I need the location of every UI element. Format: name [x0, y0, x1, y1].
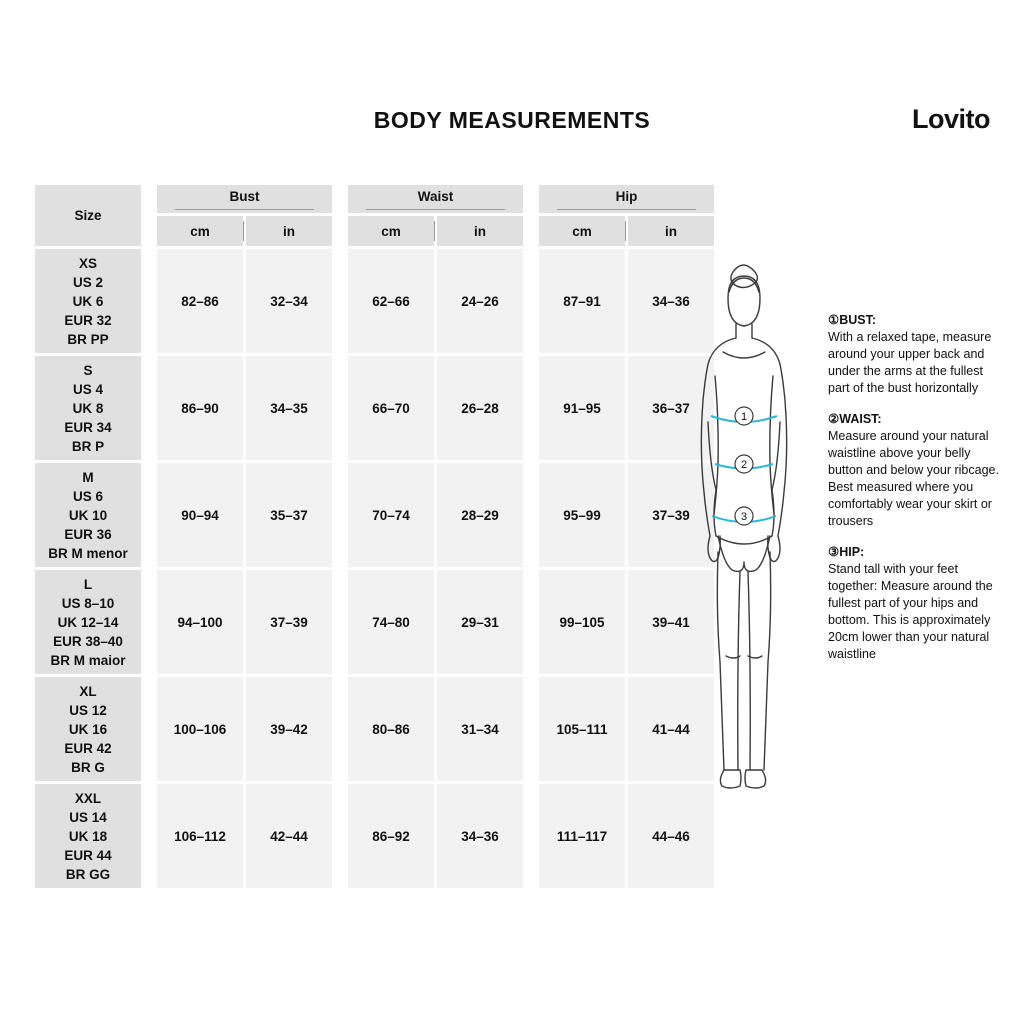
cell-bust-cm: 90–94	[157, 463, 243, 567]
size-line: EUR 34	[64, 419, 112, 435]
svg-text:2: 2	[740, 459, 748, 471]
body-figure-illustration	[668, 252, 818, 832]
spacer	[526, 216, 536, 246]
cell-bust-cm: 100–106	[157, 677, 243, 781]
cell-waist-in: 26–28	[437, 356, 523, 460]
spacer	[526, 570, 536, 674]
spacer	[335, 463, 345, 567]
size-line: XXL	[74, 790, 102, 806]
column-header-bust	[157, 185, 332, 213]
spacer	[526, 784, 536, 888]
size-line: UK 10	[68, 507, 108, 523]
spacer	[526, 356, 536, 460]
size-line: EUR 36	[64, 526, 112, 542]
note-waist	[828, 411, 1000, 530]
note-bust	[828, 312, 1000, 397]
table-row	[35, 249, 714, 353]
cell-hip-cm: 99–105	[539, 570, 625, 674]
size-label	[35, 463, 141, 567]
subheader-waist-in: in	[437, 216, 523, 246]
size-line: US 2	[72, 274, 103, 290]
table-row	[35, 570, 714, 674]
spacer	[144, 185, 154, 213]
bust-label: Bust	[229, 188, 260, 204]
hip-label: Hip	[615, 188, 638, 204]
column-header-waist	[348, 185, 523, 213]
size-line: US 8–10	[61, 595, 115, 611]
size-line: BR G	[71, 759, 105, 775]
hip-underline	[557, 209, 696, 210]
cell-bust-cm: 86–90	[157, 356, 243, 460]
page-title: BODY MEASUREMENTS	[373, 107, 651, 133]
cell-waist-in: 24–26	[437, 249, 523, 353]
brand-logo: Lovito	[912, 104, 990, 134]
table-row	[35, 356, 714, 460]
spacer	[526, 249, 536, 353]
cell-bust-in: 35–37	[246, 463, 332, 567]
cell-bust-cm: 94–100	[157, 570, 243, 674]
size-line: BR P	[71, 438, 105, 454]
cell-hip-cm: 105–111	[539, 677, 625, 781]
cell-waist-cm: 86–92	[348, 784, 434, 888]
cell-waist-in: 31–34	[437, 677, 523, 781]
cell-bust-in: 34–35	[246, 356, 332, 460]
size-line: US 12	[69, 702, 107, 718]
spacer	[335, 570, 345, 674]
size-line: UK 18	[68, 828, 108, 844]
size-line: BR M menor	[48, 545, 128, 561]
note-waist-body: Measure around your natural waistline above your belly button and below your ribcage. Best measured where you comfortably wear your skirt or trousers	[828, 429, 999, 528]
size-line: EUR 38–40	[53, 633, 123, 649]
note-hip-title: ③HIP:	[828, 545, 865, 559]
size-line: UK 6	[72, 293, 104, 309]
waist-label: Waist	[417, 188, 454, 204]
spacer	[335, 784, 345, 888]
size-line: EUR 44	[64, 847, 112, 863]
spacer	[335, 249, 345, 353]
bust-underline	[175, 209, 314, 210]
size-chart-table	[32, 182, 717, 891]
column-header-size: Size	[35, 185, 141, 246]
size-line: US 14	[69, 809, 107, 825]
size-line: US 6	[72, 488, 103, 504]
table-header-row	[35, 185, 714, 213]
cell-hip-in: 34–36	[628, 249, 714, 353]
size-label	[35, 249, 141, 353]
spacer	[526, 463, 536, 567]
table-row	[35, 463, 714, 567]
spacer	[335, 216, 345, 246]
spacer	[144, 249, 154, 353]
size-line: EUR 42	[64, 740, 112, 756]
measurement-instructions	[828, 312, 1000, 677]
spacer	[144, 356, 154, 460]
cell-waist-in: 28–29	[437, 463, 523, 567]
size-line: M	[82, 469, 94, 485]
spacer	[526, 677, 536, 781]
size-label	[35, 677, 141, 781]
cell-bust-cm: 82–86	[157, 249, 243, 353]
spacer	[144, 677, 154, 781]
cell-hip-cm: 95–99	[539, 463, 625, 567]
size-line: US 4	[72, 381, 103, 397]
note-bust-body: With a relaxed tape, measure around your upper back and under the arms at the fullest part of the bust horizontally	[828, 330, 992, 395]
waist-underline	[366, 209, 505, 210]
spacer	[335, 356, 345, 460]
spacer	[144, 570, 154, 674]
cell-hip-cm: 87–91	[539, 249, 625, 353]
cell-hip-cm: 91–95	[539, 356, 625, 460]
size-line: BR M maior	[50, 652, 126, 668]
size-label	[35, 570, 141, 674]
size-line: S	[83, 362, 93, 378]
size-line: BR PP	[67, 331, 109, 347]
table-row	[35, 677, 714, 781]
spacer	[335, 185, 345, 213]
cell-waist-cm: 80–86	[348, 677, 434, 781]
cell-bust-in: 37–39	[246, 570, 332, 674]
table-row	[35, 784, 714, 888]
svg-text:3: 3	[740, 511, 748, 523]
cell-bust-cm: 106–112	[157, 784, 243, 888]
cell-bust-in: 42–44	[246, 784, 332, 888]
cell-hip-cm: 111–117	[539, 784, 625, 888]
subheader-hip-in: in	[628, 216, 714, 246]
cell-waist-cm: 66–70	[348, 356, 434, 460]
cell-hip-in: 44–46	[628, 784, 714, 888]
subheader-bust-in: in	[246, 216, 332, 246]
svg-text:1: 1	[740, 411, 748, 423]
note-bust-title: ①BUST:	[828, 313, 877, 327]
cell-bust-in: 32–34	[246, 249, 332, 353]
subheader-waist-cm: cm	[348, 216, 434, 246]
subheader-bust-cm: cm	[157, 216, 243, 246]
cell-hip-in: 36–37	[628, 356, 714, 460]
size-line: L	[83, 576, 93, 592]
cell-waist-cm: 70–74	[348, 463, 434, 567]
cell-waist-cm: 62–66	[348, 249, 434, 353]
spacer	[335, 677, 345, 781]
size-line: XS	[78, 255, 97, 271]
size-label	[35, 784, 141, 888]
note-hip	[828, 544, 1000, 663]
size-line: XL	[79, 683, 97, 699]
cell-waist-in: 34–36	[437, 784, 523, 888]
cell-hip-in: 39–41	[628, 570, 714, 674]
cell-waist-in: 29–31	[437, 570, 523, 674]
cell-waist-cm: 74–80	[348, 570, 434, 674]
cell-hip-in: 37–39	[628, 463, 714, 567]
spacer	[144, 216, 154, 246]
size-line: UK 12–14	[57, 614, 119, 630]
subheader-hip-cm: cm	[539, 216, 625, 246]
note-hip-body: Stand tall with your feet together: Measure around the fullest part of your hips and bottom. This is approximately 20cm lower than your natural waistline	[828, 562, 993, 661]
column-header-hip	[539, 185, 714, 213]
spacer	[144, 784, 154, 888]
size-label	[35, 356, 141, 460]
cell-hip-in: 41–44	[628, 677, 714, 781]
size-line: EUR 32	[64, 312, 112, 328]
note-waist-title: ②WAIST:	[828, 412, 882, 426]
size-line: BR GG	[65, 866, 111, 882]
size-line: UK 8	[72, 400, 104, 416]
cell-bust-in: 39–42	[246, 677, 332, 781]
size-line: UK 16	[68, 721, 108, 737]
spacer	[144, 463, 154, 567]
spacer	[526, 185, 536, 213]
